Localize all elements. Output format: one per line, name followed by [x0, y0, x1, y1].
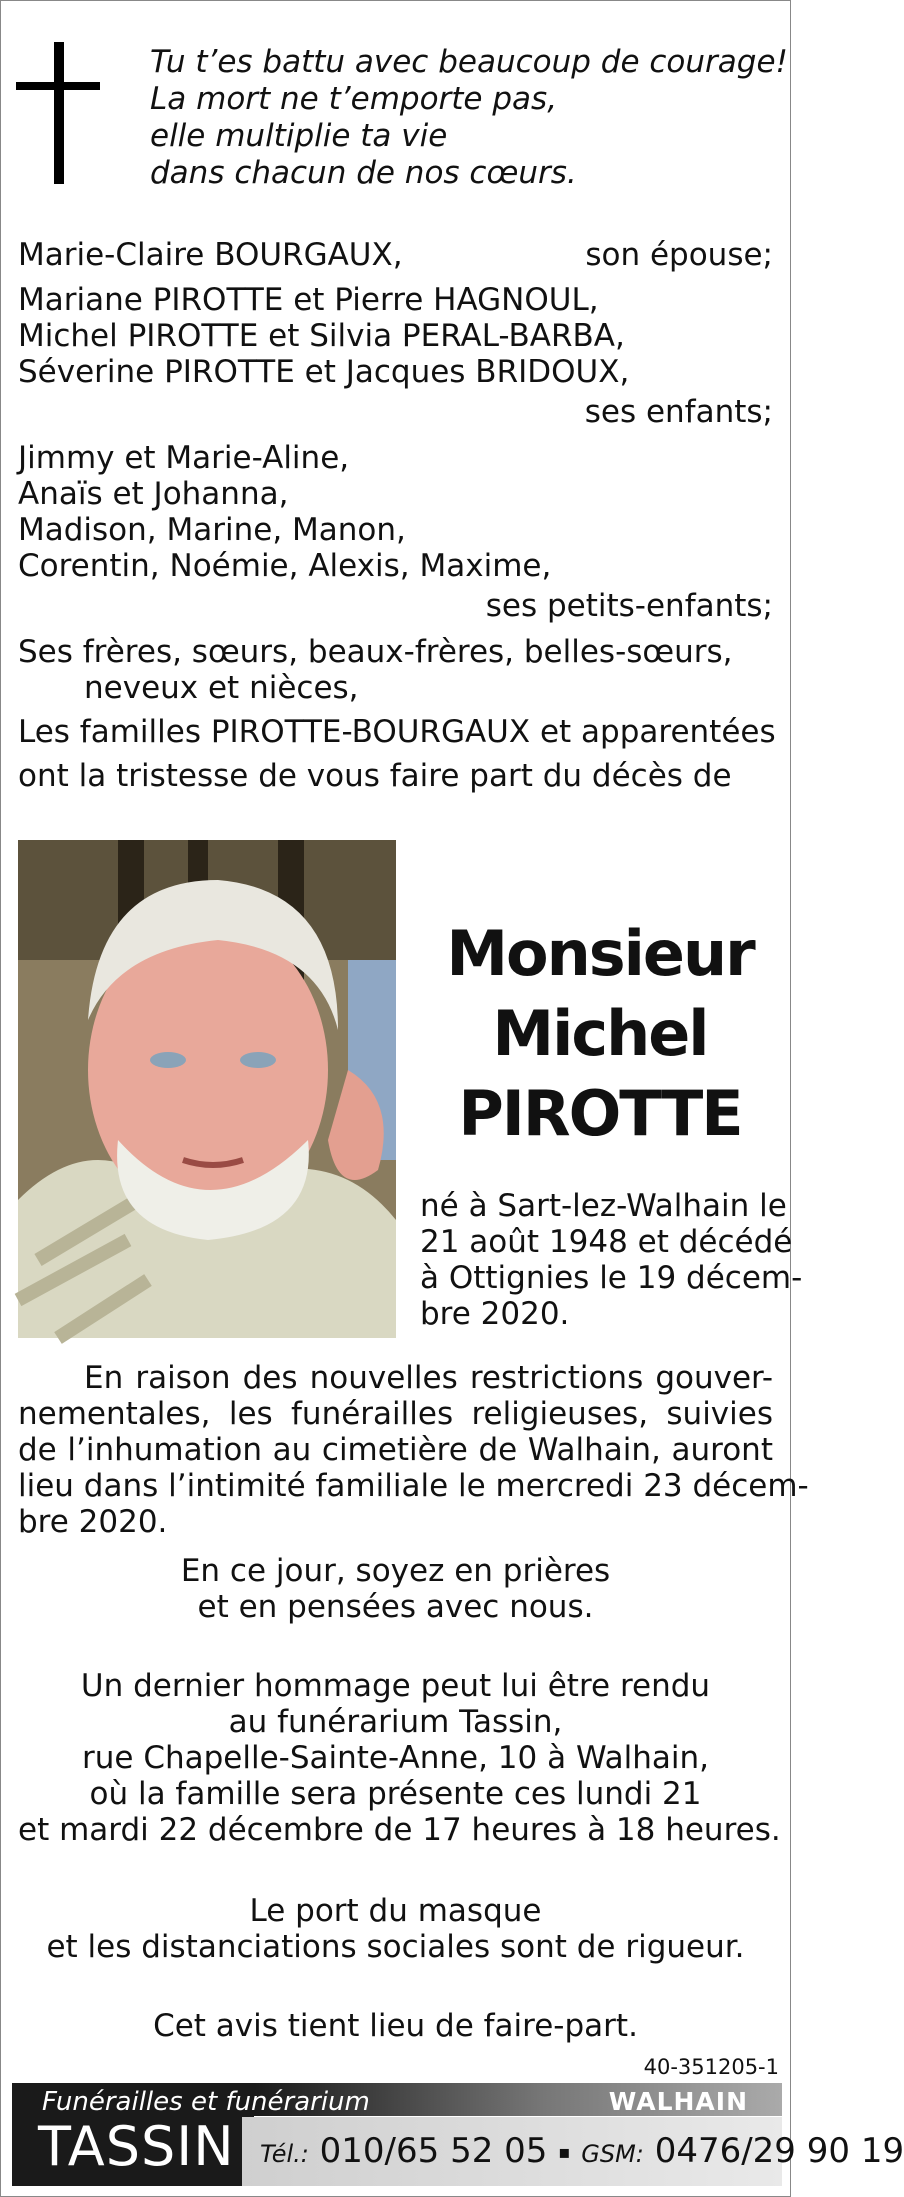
child-line: Mariane PIROTTE et Pierre HAGNOUL, — [18, 282, 599, 318]
tribute-line: et mardi 22 décembre de 17 heures à 18 heures. — [18, 1812, 781, 1848]
reference-number: 40-351205-1 — [643, 2055, 779, 2079]
mask-line: et les distanciations sociales sont de rigueur. — [46, 1929, 745, 1965]
announcement-line: bre 2020. — [18, 1504, 168, 1540]
child-line: Séverine PIROTTE et Jacques BRIDOUX, — [18, 354, 630, 390]
deceased-first-name: Michel — [492, 997, 708, 1070]
grandchild-line: Jimmy et Marie-Aline, — [18, 440, 350, 476]
siblings-line: Ses frères, sœurs, beaux-frères, belles-sœurs, — [18, 634, 733, 670]
announcement-line: de l’inhumation au cimetière de Walhain, auront — [18, 1432, 773, 1468]
spouse-name: Marie-Claire BOURGAUX, — [18, 237, 403, 273]
separator: ▪ — [558, 2142, 571, 2163]
funeral-home-contact — [260, 2131, 904, 2171]
tel-number[interactable]: 010/65 52 05 — [319, 2131, 548, 2171]
gsm-number[interactable]: 0476/29 90 19 — [654, 2131, 904, 2171]
tribute-line: rue Chapelle-Sainte-Anne, 10 à Walhain, — [82, 1740, 709, 1776]
deceased-last-name: PIROTTE — [458, 1077, 742, 1150]
grandchildren-relation: ses petits-enfants; — [485, 588, 773, 624]
birth-line: à Ottignies le 19 décem- — [420, 1260, 803, 1296]
poem-line: La mort ne t’emporte pas, — [150, 81, 558, 117]
prayer-line: En ce jour, soyez en prières — [180, 1553, 611, 1589]
spouse-relation: son épouse; — [585, 237, 773, 273]
announcement — [18, 1360, 809, 1540]
families-line: ont la tristesse de vous faire part du décès de — [18, 758, 732, 794]
announcement-line: En raison des nouvelles restrictions gouver- — [84, 1360, 773, 1396]
tribute-line: Un dernier hommage peut lui être rendu — [80, 1668, 711, 1704]
siblings-line: neveux et nièces, — [84, 670, 359, 706]
children-relation: ses enfants; — [584, 394, 773, 430]
tribute-line: au funérarium Tassin, — [228, 1704, 563, 1740]
funeral-home-tagline: Funérailles et funérarium — [42, 2087, 370, 2117]
poem-line: Tu t’es battu avec beaucoup de courage! — [150, 44, 788, 80]
child-line: Michel PIROTTE et Silvia PERAL-BARBA, — [18, 318, 625, 354]
mask-line: Le port du masque — [249, 1893, 542, 1929]
prayer — [18, 1553, 773, 1625]
announcement-line: nementales, les funérailles religieuses, suivies — [18, 1396, 773, 1432]
funeral-home-banner — [12, 2083, 904, 2186]
gsm-label: GSM: — [581, 2140, 644, 2168]
poem-line: dans chacun de nos cœurs. — [150, 155, 577, 191]
grandchild-line: Anaïs et Johanna, — [18, 476, 289, 512]
prayer-line: et en pensées avec nous. — [197, 1589, 594, 1625]
birth-line: bre 2020. — [420, 1296, 570, 1332]
grandchild-line: Madison, Marine, Manon, — [18, 512, 406, 548]
funeral-home-location: WALHAIN — [608, 2087, 748, 2116]
mask-notice — [18, 1893, 773, 1965]
birth-line: né à Sart-lez-Walhain le — [420, 1188, 787, 1224]
funeral-home-name: TASSIN — [38, 2115, 235, 2178]
notice-statement: Cet avis tient lieu de faire-part. — [153, 2008, 638, 2044]
poem-line: elle multiplie ta vie — [150, 118, 448, 154]
deceased-title: Monsieur — [446, 917, 754, 990]
tel-label: Tél.: — [260, 2140, 309, 2168]
birth-death-info — [420, 1188, 803, 1332]
families-line: Les familles PIROTTE-BOURGAUX et apparentées — [18, 714, 776, 750]
deceased-photo — [18, 840, 396, 1338]
announcement-line: lieu dans l’intimité familiale le mercredi 23 décem- — [18, 1468, 809, 1504]
tribute-line: où la famille sera présente ces lundi 21 — [89, 1776, 702, 1812]
birth-line: 21 août 1948 et décédé — [420, 1224, 793, 1260]
grandchild-line: Corentin, Noémie, Alexis, Maxime, — [18, 548, 552, 584]
tribute — [18, 1668, 781, 1848]
poem — [150, 44, 788, 192]
